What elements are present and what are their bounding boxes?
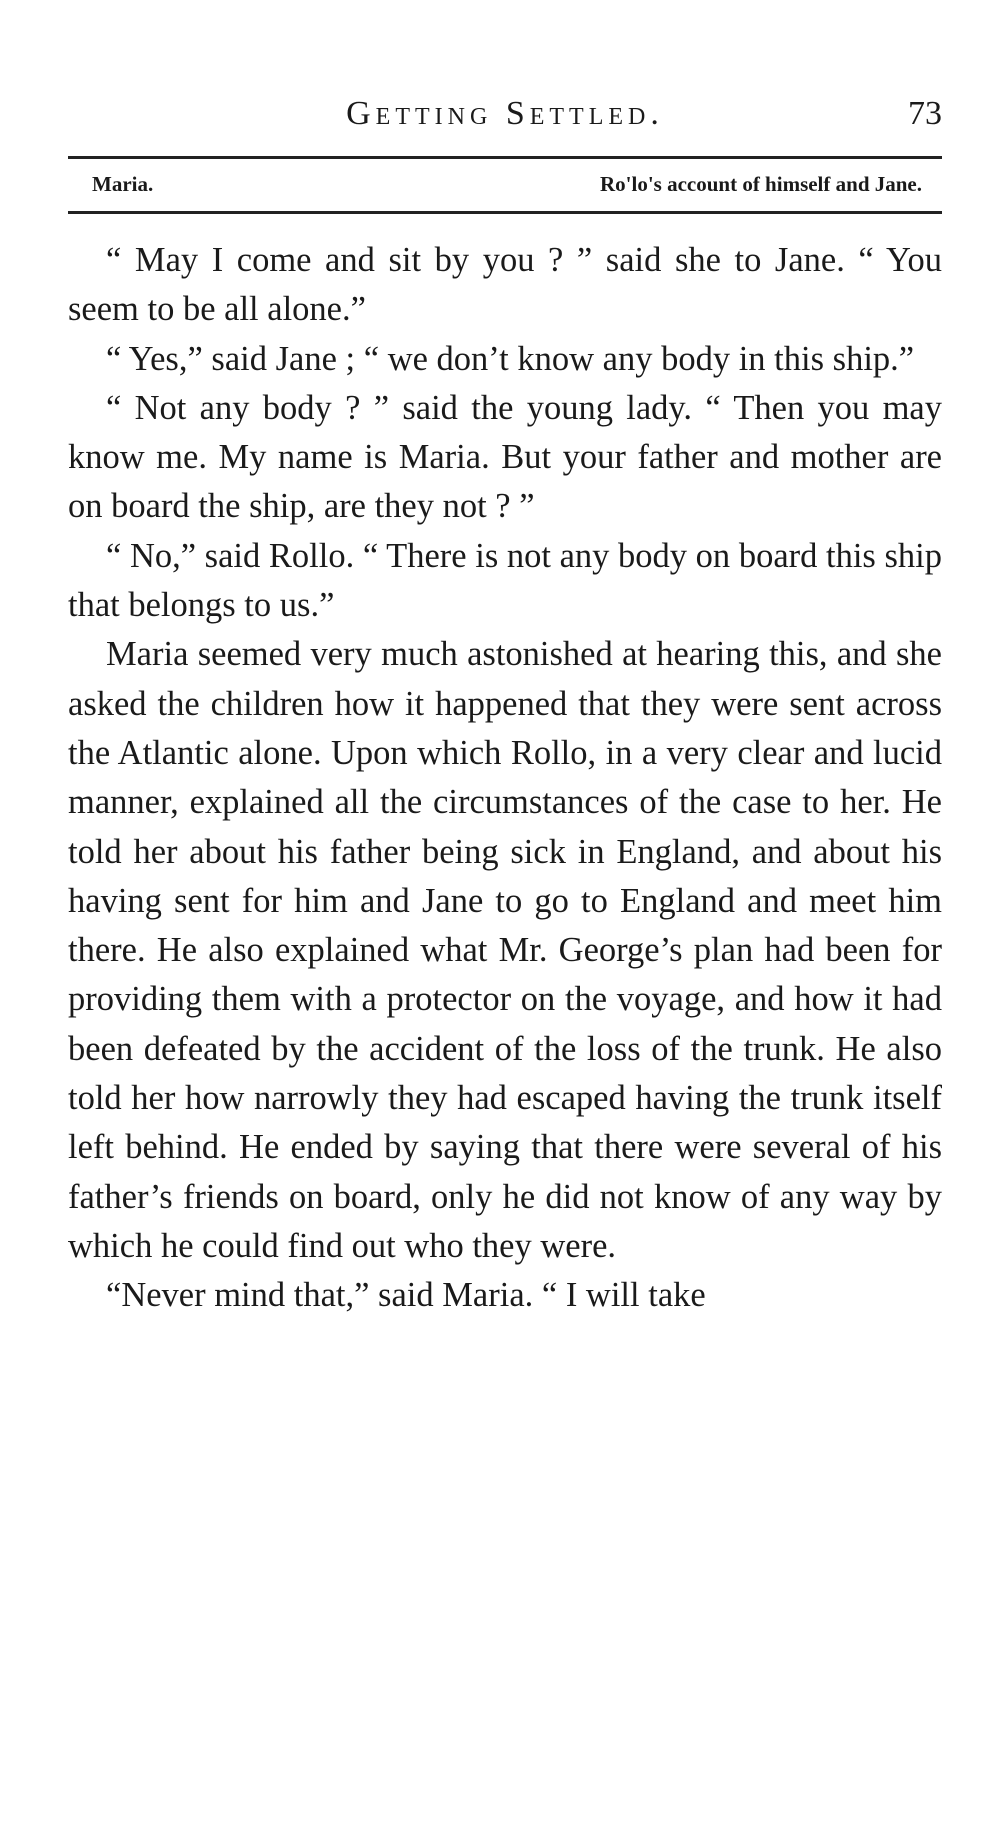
subhead-left: Maria. bbox=[92, 172, 154, 196]
paragraph: “ Yes,” said Jane ; “ we don’t know any body in this ship.” bbox=[106, 339, 915, 378]
paragraph: Maria seemed very much astonished at hearing this, and she asked the children how it happened that they were sent across the Atlantic alone. Upon which Rollo, in a very clear and lucid manner, explained all the circumstances of the case to her. He told her about his father being sick in England, and about his having sent for him and Jane to go to England and meet him there. He also explained what Mr. George’s plan had been for providing them with a protector on the voyage, and how it had been defeated by the accident of the loss of the trunk. He also told her how narrowly they had escaped having the trunk itself left behind. He ended by saying that there were several of his father’s friends on board, only he did not know of any way by which he could find out who they were. bbox=[68, 635, 942, 1265]
running-head bbox=[68, 92, 942, 136]
paragraph: “ May I come and sit by you ? ” said she to Jane. “ You seem to be all alone.” bbox=[68, 241, 942, 329]
header-rule-top bbox=[68, 156, 942, 159]
header-rule-bottom bbox=[68, 211, 942, 214]
book-page bbox=[68, 0, 942, 1827]
subhead-right: Ro'lo's account of himself and Jane. bbox=[599, 172, 922, 196]
paragraph: “ Not any body ? ” said the young lady. “ Then you may know me. My name is Maria. But your father and mother are on board the ship, are they not ? ” bbox=[68, 388, 942, 526]
running-title: Getting Settled. bbox=[346, 95, 664, 132]
paragraph: “ No,” said Rollo. “ There is not any body on board this ship that belongs to us.” bbox=[68, 536, 942, 625]
page-number: 73 bbox=[908, 95, 942, 132]
subhead bbox=[92, 168, 922, 200]
body-text bbox=[68, 236, 942, 1321]
paragraph: “Never mind that,” said Maria. “ I will take bbox=[106, 1276, 706, 1315]
